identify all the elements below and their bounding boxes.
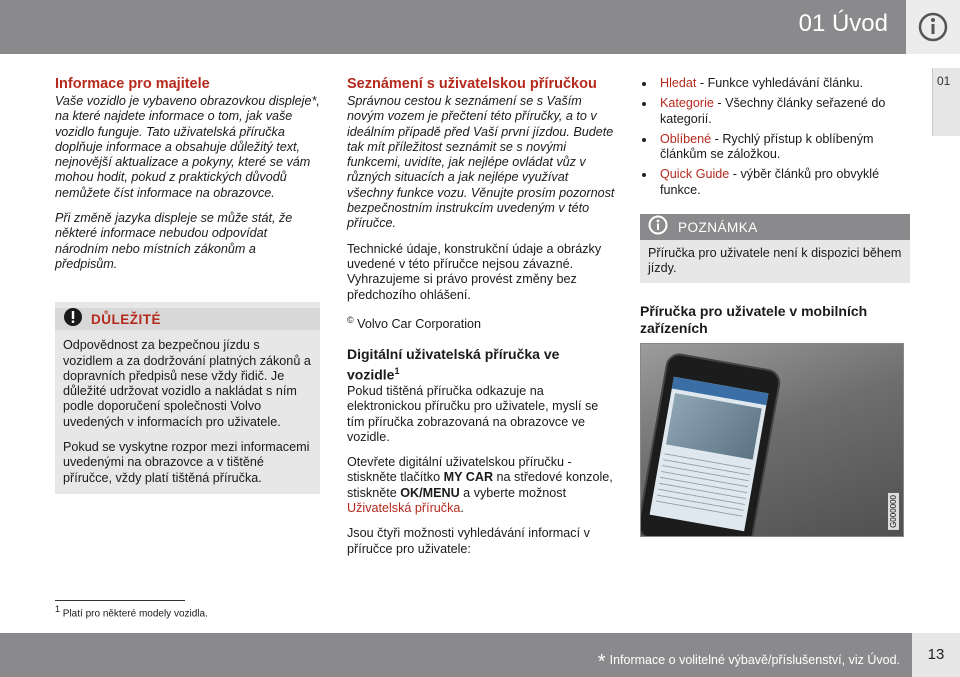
mobile-app-photo (640, 343, 904, 537)
important-box-header (55, 308, 320, 330)
search-options-list (640, 76, 910, 198)
important-box (55, 302, 320, 494)
note-label: POZNÁMKA (678, 219, 758, 235)
footer-reference: * Informace o volitelné výbavě/příslušenství, viz Úvod. (597, 651, 900, 673)
warning-icon (63, 307, 83, 332)
list-item: Quick Guide - výběr článků pro obvyklé funkce. (640, 167, 910, 198)
column-search-options (640, 76, 910, 537)
note-text: Příručka pro uživatele není k dispozici během jízdy. (648, 246, 902, 276)
list-item: Hledat - Funkce vyhledávání článku. (640, 76, 910, 91)
footnote-ref: 1 (394, 366, 400, 377)
ok-menu-label: OK/MENU (400, 485, 460, 500)
page-header (0, 0, 960, 54)
note-box (640, 214, 910, 283)
page-number: 13 (912, 633, 960, 677)
footnote: $^1$ Platí pro některé modely vozidla. (55, 604, 208, 620)
digital-manual-paragraph: Pokud tištěná příručka odkazuje na elektronickou příručku pro uživatele, myslí se tím příručka zobrazovaná na obrazovce ve vozidle. (347, 384, 599, 444)
copyright-text: Volvo Car Corporation (357, 317, 482, 332)
photo-code: G000000 (889, 494, 898, 528)
manual-intro-heading: Seznámení s uživatelskou příručkou (347, 76, 597, 92)
owner-info-paragraph: Vaše vozidlo je vybaveno obrazovkou displeje*, na které najdete informace o tom, jak vaše vozidlo funguje. Tato uživatelská příručka doplňuje informace a obsahuje důležitý text, nejnovější aktualizace a pokyny, které se vám mohou hodit, pokud z praktických důvodů nemůžete číst informace na obrazovce. (55, 94, 320, 200)
list-item: Kategorie - Všechny články seřazené do kategorií. (640, 96, 910, 127)
manual-intro-paragraph: Správnou cestou k seznámení se s Vaším novým vozem je přečtení této příručky, a to v ideálním případě před Vaší první jízdou. Budete tak mít příležitost seznámit se s novými funkcemi, uvidíte, jak nejlépe ovládat vůz v různých situacích a jak nejlépe využívat všechny funkce vozu. Věnujte prosím pozornost bezpečnostním instrukcím uvedeným v této příručce. (347, 94, 615, 231)
search-options-paragraph: Jsou čtyři možnosti vyhledávání informací v příručce pro uživatele: (347, 526, 590, 556)
important-label: DŮLEŽITÉ (91, 311, 161, 327)
note-box-header (640, 214, 910, 240)
language-paragraph: Při změně jazyka displeje se může stát, že některé informace nebudou odpovídat národním nebo místních zákonům a předpisům. (55, 211, 293, 271)
technical-data-paragraph: Technické údaje, konstrukční údaje a obrázky uvedené v této příručce nejsou závazné. Vyhrazujeme si právo provést změny bez předchozího ohlášení. (347, 241, 602, 302)
info-icon (906, 0, 960, 54)
footnote-divider (55, 600, 185, 601)
phone-screen (650, 376, 769, 531)
chapter-tab-label: 01 (937, 74, 951, 88)
important-paragraph-1: Odpovědnost za bezpečnou jízdu s vozidlem a za dodržování platných zákonů a dopravních předpisů nese vždy řidič. Je důležité udržovat vozidlo a nakládat s ním podle doporučení společnosti Volvo uvedených v informacích pro uživatele. (63, 338, 311, 429)
digital-manual-heading: Digitální uživatelská příručka ve vozidle$^1$ (347, 346, 560, 383)
open-manual-paragraph: Otevřete digitální uživatelskou příručku - stiskněte tlačítko MY CAR na středové konzole, stiskněte OK/MENU a vyberte možnost Uživatelská příručka. (347, 455, 613, 516)
user-manual-option: Uživatelská příručka (347, 501, 461, 516)
my-car-label: MY CAR (443, 470, 494, 485)
list-item: Oblíbené - Rychlý přístup k oblíbeným článkům se záložkou. (640, 132, 910, 163)
info-icon (648, 215, 668, 240)
chapter-tab (932, 68, 960, 136)
chapter-title: 01 Úvod (798, 10, 888, 37)
column-owner-info (55, 76, 320, 494)
important-paragraph-2: Pokud se vyskytne rozpor mezi informacemi uvedenými na obrazovce a v tištěné příručce, vždy platí tištěná příručka. (63, 440, 310, 485)
mobile-manual-heading: Příručka pro uživatele v mobilních zařízeních (640, 302, 868, 336)
owner-info-heading: Informace pro majitele (55, 76, 210, 92)
column-manual-intro (347, 76, 615, 557)
copyright-line: © Volvo Car Corporation (347, 314, 482, 332)
